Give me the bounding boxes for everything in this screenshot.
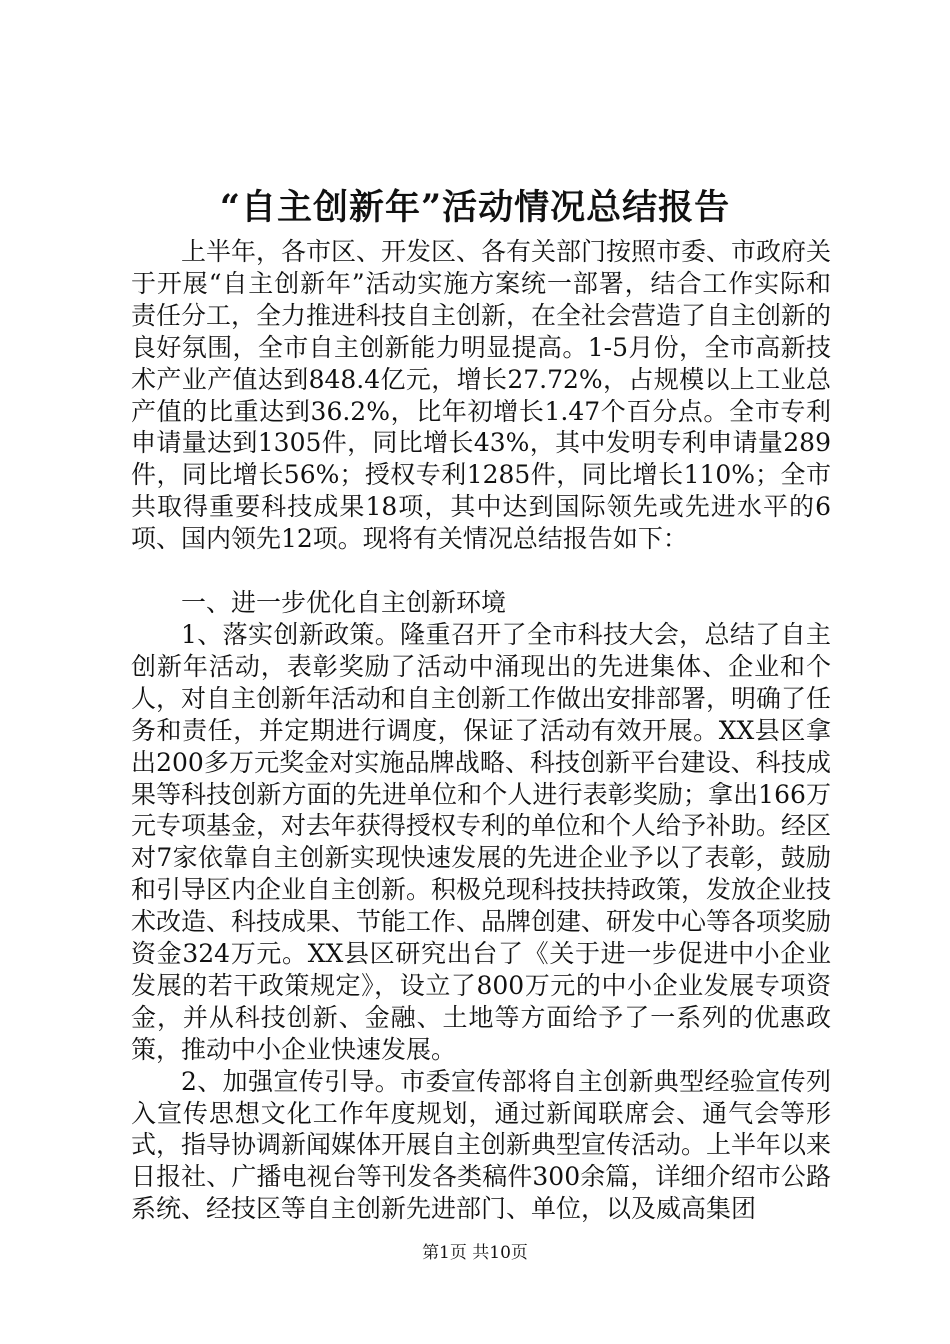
item-1-paragraph: 1、落实创新政策。隆重召开了全市科技大会，总结了自主创新年活动，表彰奖励了活动中涌现出的先进集体、企业和个人，对自主创新年活动和自主创新工作做出安排部署，明确了任务和责任，并定期进行调度，保证了活动有效开展。XX县区拿出200多万元奖金对实施品牌战略、科技创新平台建设、科技成果等科技创新方面的先进单位和个人进行表彰奖励；拿出166万元专项基金，对去年获得授权专利的单位和个人给予补助。经区对7家依靠自主创新实现快速发展的先进企业予以了表彰，鼓励和引导区内企业自主创新。积极兑现科技扶持政策，发放企业技术改造、科技成果、节能工作、品牌创建、研发中心等各项奖励资金324万元。XX县区研究出台了《关于进一步促进中小企业发展的若干政策规定》，设立了800万元的中小企业发展专项资金，并从科技创新、金融、土地等方面给予了一系列的优惠政策，推动中小企业快速发展。 — [131, 619, 832, 1064]
paragraph-gap — [131, 555, 831, 587]
page-footer: 第1页 共10页 — [422, 1243, 528, 1263]
document-title: “自主创新年”活动情况总结报告 — [219, 187, 731, 228]
item-2-paragraph: 2、加强宣传引导。市委宣传部将自主创新典型经验宣传列入宣传思想文化工作年度规划，通过新闻联席会、通气会等形式，指导协调新闻媒体开展自主创新典型宣传活动。上半年以来日报社、广播电视台等刊发各类稿件300余篇，详细介绍市公路系统、经技区等自主创新先进部门、单位，以及威高集团 — [131, 1066, 832, 1224]
section-heading: 一、进一步优化自主创新环境 — [181, 588, 507, 618]
document-body — [131, 236, 831, 1225]
intro-paragraph: 上半年，各市区、开发区、各有关部门按照市委、市政府关于开展“自主创新年”活动实施方案统一部署，结合工作实际和责任分工，全力推进科技自主创新，在全社会营造了自主创新的良好氛围，全市自主创新能力明显提高。1-5月份，全市高新技术产业产值达到848.4亿元，增长27.72%，占规模以上工业总产值的比重达到36.2%，比年初增长1.47个百分点。全市专利申请量达到1305件，同比增长43%，其中发明专利申请量289件，同比增长56%；授权专利1285件，同比增长110%；全市共取得重要科技成果18项，其中达到国际领先或先进水平的6项、国内领先12项。现将有关情况总结报告如下： — [131, 237, 832, 554]
